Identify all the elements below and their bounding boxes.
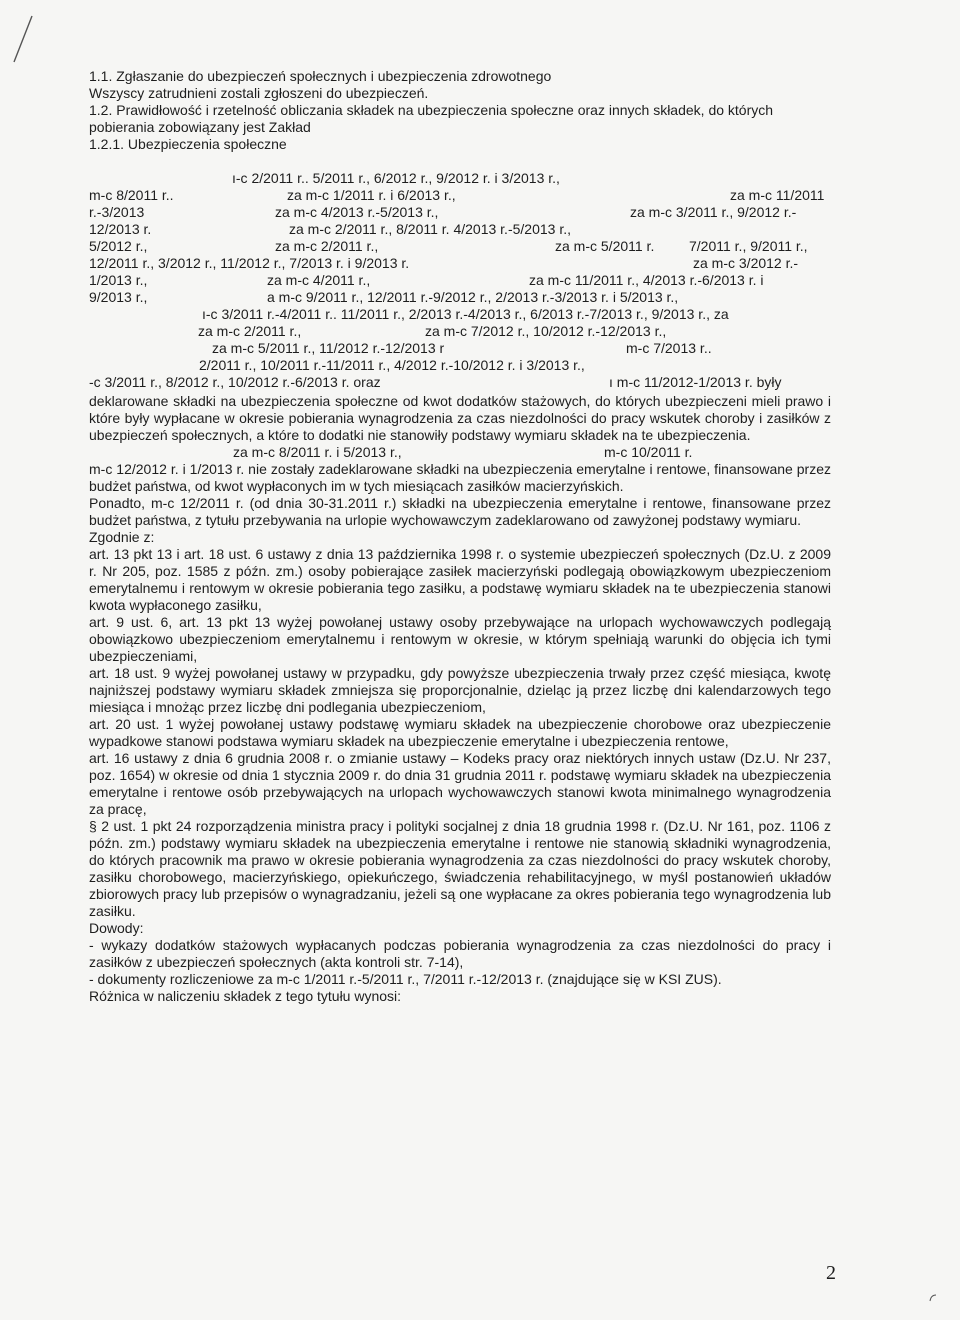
page-number: 2 (826, 1262, 836, 1284)
redacted-fragment: 9/2013 r., (89, 289, 148, 305)
redacted-fragment: 2/2011 r., 10/2011 r.-11/2011 r., 4/2012 r.-10/2012 r. i 3/2013 r., (199, 357, 585, 373)
redacted-fragment: ı m-c 11/2012-1/2013 r. były (609, 374, 782, 390)
finding-paragraph-4: Ponadto, m-c 12/2011 r. (od dnia 30-31.2011 r.) składki na ubezpieczenia emerytalne i rentowe, finansowane przez budżet państwa, z tytułu przebywania na urlopie wychowawczym zadeklarowano od zawyżonej podstawy wymiaru. (89, 495, 831, 528)
redacted-fragment: za m-c 7/2012 r., 10/2012 r.-12/2013 r., (425, 323, 667, 339)
finding-fragment: za m-c 8/2011 r. i 5/2013 r., (233, 444, 402, 460)
redacted-fragment: a m-c 9/2011 r., 12/2011 r.-9/2012 r., 2/2013 r.-3/2013 r. i 5/2013 r., (267, 289, 679, 305)
redacted-fragment: 7/2011 r., 9/2011 r., (689, 238, 808, 254)
scan-mark (928, 1292, 938, 1302)
legal-basis-item: art. 20 ust. 1 wyżej powołanej ustawy podstawę wymiaru składek na ubezpieczenie chorobowe oraz ubezpieczenie wypadkowe stanowi podstawa wymiaru składek na ubezpieczenie emerytalne i ubezpieczenia rentowe, (89, 716, 831, 749)
redacted-fragment: za m-c 4/2011 r., (267, 272, 371, 288)
section-1-2-1-title: 1.2.1. Ubezpieczenia społeczne (89, 136, 287, 152)
redacted-fragment: za m-c 5/2011 r. (555, 238, 655, 254)
redacted-fragment: za m-c 1/2011 r. i 6/2013 r., (287, 187, 456, 203)
redacted-fragment: ı-c 2/2011 r.. 5/2011 r., 6/2012 r., 9/2012 r. i 3/2013 r., (232, 170, 560, 186)
redacted-fragment: za m-c 2/2011 r., 8/2011 r. 4/2013 r.-5/2013 r., (289, 221, 571, 237)
redacted-fragment: za m-c 2/2011 r., (275, 238, 379, 254)
evidence-item: - dokumenty rozliczeniowe za m-c 1/2011 r.-5/2011 r., 7/2011 r.-12/2013 r. (znajdujące się w KSI ZUS). (89, 971, 722, 987)
section-1-1-title: 1.1. Zgłaszanie do ubezpieczeń społecznych i ubezpieczenia zdrowotnego (89, 68, 552, 84)
finding-paragraph-3: m-c 12/2012 r. i 1/2013 r. nie zostały zadeklarowane składki na ubezpieczenia emerytalne i rentowe, finansowane przez budżet państwa, od kwot wypłaconych im w tych miesiącach zasiłków macierzyńskich. (89, 461, 831, 494)
section-1-1-body: Wszyscy zatrudnieni zostali zgłoszeni do ubezpieczeń. (89, 85, 429, 101)
redacted-fragment: 12/2013 r. (89, 221, 152, 237)
redacted-fragment: za m-c 2/2011 r., (198, 323, 302, 339)
legal-basis-item: art. 13 pkt 13 i art. 18 ust. 6 ustawy z dnia 13 października 1998 r. o systemie ubezpieczeń społecznych (Dz.U. z 2009 r. Nr 205, poz. 1585 z późn. zm.) osoby pobierające zasiłek macierzyński podlegają obowiązkowym ubezpieczeniom emerytalnemu i rentowym w okresie pobierania tego zasiłku, a podstawę wymiaru składek na te ubezpieczenia stanowi kwota wypłaconego zasiłku, (89, 546, 831, 613)
finding-paragraph-2 (89, 444, 831, 461)
redacted-fragment: 1/2013 r., (89, 272, 148, 288)
redacted-fragment: za m-c 11/2011 r., 4/2013 r.-6/2013 r. i (529, 272, 764, 288)
legal-basis-heading: Zgodnie z: (89, 529, 155, 545)
closing-statement: Różnica w naliczeniu składek z tego tytułu wynosi: (89, 988, 402, 1004)
legal-basis-item: art. 9 ust. 6, art. 13 pkt 13 wyżej powołanej ustawy osoby przebywające na urlopach wychowawczych podlegają obowiązkowo ubezpieczeniom emerytalnemu i rentowym w okresie, w którym spełniają warunki do objęcia ich tymi ubezpieczeniami, (89, 614, 831, 664)
redacted-fragment: 12/2011 r., 3/2012 r., 11/2012 r., 7/2013 r. i 9/2013 r. (89, 255, 410, 271)
redacted-fragment: za m-c 11/2011 (730, 187, 825, 203)
document-content (89, 68, 831, 1005)
section-1-2-title: 1.2. Prawidłowość i rzetelność obliczania składek na ubezpieczenia społeczne oraz innych składek, do których pobierania zobowiązany jest Zakład (89, 102, 774, 135)
legal-basis-item: art. 16 ustawy z dnia 6 grudnia 2008 r. o zmianie ustawy – Kodeks pracy oraz niektórych innych ustaw (Dz.U. Nr 237, poz. 1654) w okresie od dnia 1 stycznia 2009 r. do dnia 31 grudnia 2011 r. podstawę wymiaru składek na ubezpieczenia emerytalne i rentowe osób przebywających na urlopach wychowawczych stanowi kwota minimalnego wynagrodzenia za pracę, (89, 750, 831, 817)
evidence-item: - wykazy dodatków stażowych wypłacanych podczas pobierania wynagrodzenia za czas niezdolności do pracy i zasiłków z ubezpieczeń społecznych (akta kontroli str. 7-14), (89, 937, 831, 970)
redacted-fragment: m-c 8/2011 r.. (89, 187, 174, 203)
evidence-heading: Dowody: (89, 920, 144, 936)
redacted-fragment: ı-c 3/2011 r.-4/2011 r.. 11/2011 r., 2/2013 r.-4/2013 r., 6/2013 r.-7/2013 r., 9/2013 r., za (202, 306, 729, 322)
legal-basis-item: § 2 ust. 1 pkt 24 rozporządzenia ministra pracy i polityki socjalnej z dnia 18 grudnia 1998 r. (Dz.U. Nr 161, poz. 1106 z późn. zm.) podstawy wymiaru składek na ubezpieczenia emerytalne i rentowe nie stanowią składniki wynagrodzenia, do których pracownik ma prawo w okresie pobierania wynagrodzenia za czas niezdolności do pracy wskutek choroby, zasiłku chorobowego, macierzyńskiego, opiekuńczego, świadczenia rehabilitacyjnego, w myśl postanowień układów zbiorowych pracy lub przepisów o wynagradzaniu, jeżeli są one wypłacane za okres pobierania tego wynagrodzenia lub zasiłku. (89, 818, 831, 919)
pen-stroke-mark (8, 6, 68, 66)
redacted-fragment: m-c 7/2013 r.. (626, 340, 712, 356)
legal-basis-item: art. 18 ust. 9 wyżej powołanej ustawy w przypadku, gdy powyższe ubezpieczenia trwały przez część miesiąca, kwotę najniższej podstawy wymiaru składek zmniejsza się proporcjonalnie, dzieląc ją przez liczbę dni kalendarzowych tego miesiąca i mnożąc przez liczbę dni podlegania ubezpieczeniom, (89, 665, 831, 715)
redacted-fragment: za m-c 3/2011 r., 9/2012 r.- (630, 204, 797, 220)
redacted-fragment: r.-3/2013 (89, 204, 145, 220)
redacted-fragment: -c 3/2011 r., 8/2012 r., 10/2012 r.-6/2013 r. oraz (89, 374, 381, 390)
finding-paragraph-1: deklarowane składki na ubezpieczenia społeczne od kwot dodatków stażowych, do których ubezpieczeni mieli prawo i które były wypłacane w okresie pobierania wynagrodzenia za czas niezdolności do pracy wskutek choroby i zasiłków z ubezpieczeń społecznych, a które to dodatki nie stanowiły podstawy wymiaru składek na te ubezpieczenia. (89, 393, 831, 443)
redacted-fragment: za m-c 5/2011 r., 11/2012 r.-12/2013 r (212, 340, 445, 356)
redacted-fragment: za m-c 4/2013 r.-5/2013 r., (275, 204, 439, 220)
redacted-fragment: za m-c 3/2012 r.- (693, 255, 799, 271)
redacted-month-list (89, 170, 831, 478)
redacted-fragment: 5/2012 r., (89, 238, 148, 254)
finding-fragment: m-c 10/2011 r. (604, 444, 693, 460)
